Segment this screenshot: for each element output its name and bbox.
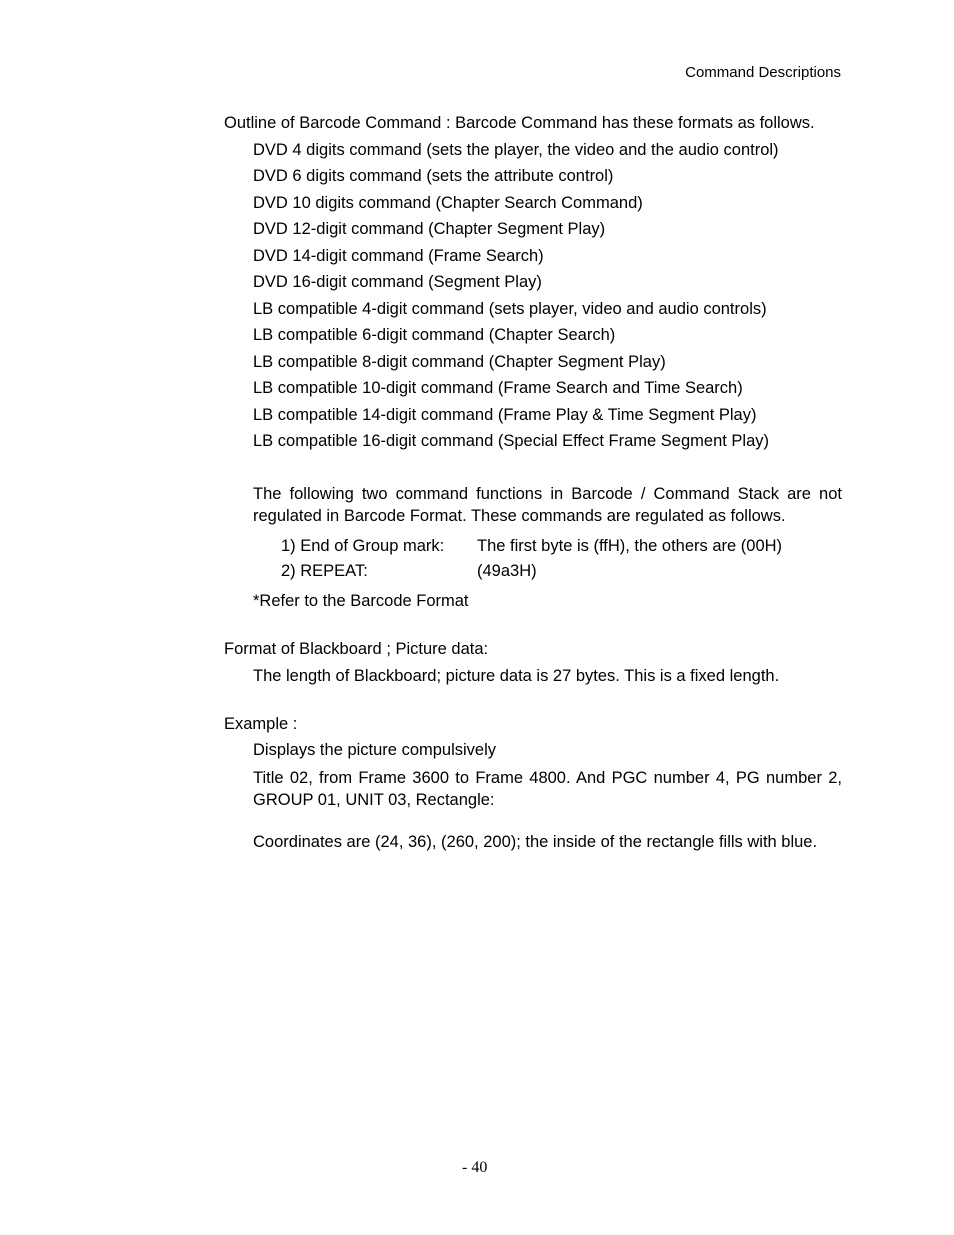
list-item: DVD 12-digit command (Chapter Segment Play)	[253, 220, 606, 238]
blackboard-heading: Format of Blackboard ; Picture data:	[224, 640, 489, 658]
blackboard-text: The length of Blackboard; picture data is 27 bytes. This is a fixed length.	[253, 667, 780, 685]
list-item: DVD 14-digit command (Frame Search)	[253, 247, 544, 265]
page-number: - 40	[462, 1159, 488, 1176]
list-item: DVD 4 digits command (sets the player, the video and the audio control)	[253, 141, 779, 159]
list-item: LB compatible 16-digit command (Special Effect Frame Segment Play)	[253, 432, 770, 450]
list-item: DVD 6 digits command (sets the attribute control)	[253, 167, 614, 185]
example-coordinates: Coordinates are (24, 36), (260, 200); the inside of the rectangle fills with blue.	[253, 833, 818, 851]
special-command-label: 2) REPEAT:	[281, 562, 368, 580]
example-line: Displays the picture compulsively	[253, 741, 497, 759]
example-paragraph: Title 02, from Frame 3600 to Frame 4800. And PGC number 4, PG number 2, GROUP 01, UNIT 03, Rectangle:	[253, 769, 842, 809]
refer-note: *Refer to the Barcode Format	[253, 592, 469, 610]
list-item: LB compatible 4-digit command (sets player, video and audio controls)	[253, 300, 767, 318]
list-item: LB compatible 6-digit command (Chapter Search)	[253, 326, 616, 344]
list-item: LB compatible 10-digit command (Frame Search and Time Search)	[253, 379, 743, 397]
list-item: LB compatible 8-digit command (Chapter Segment Play)	[253, 353, 666, 371]
note-paragraph: The following two command functions in Barcode / Command Stack are not regulated in Barcode Format. These commands are regulated as follows.	[253, 485, 842, 525]
list-item: DVD 16-digit command (Segment Play)	[253, 273, 542, 291]
special-command-value: (49a3H)	[477, 562, 537, 580]
list-item: LB compatible 14-digit command (Frame Play & Time Segment Play)	[253, 406, 757, 424]
special-command-label: 1) End of Group mark:	[281, 537, 445, 555]
page-header-title: Command Descriptions	[685, 64, 841, 81]
special-command-value: The first byte is (ffH), the others are (00H)	[477, 537, 783, 555]
outline-heading: Outline of Barcode Command : Barcode Command has these formats as follows.	[224, 114, 815, 132]
example-heading: Example :	[224, 715, 298, 733]
list-item: DVD 10 digits command (Chapter Search Command)	[253, 194, 643, 212]
